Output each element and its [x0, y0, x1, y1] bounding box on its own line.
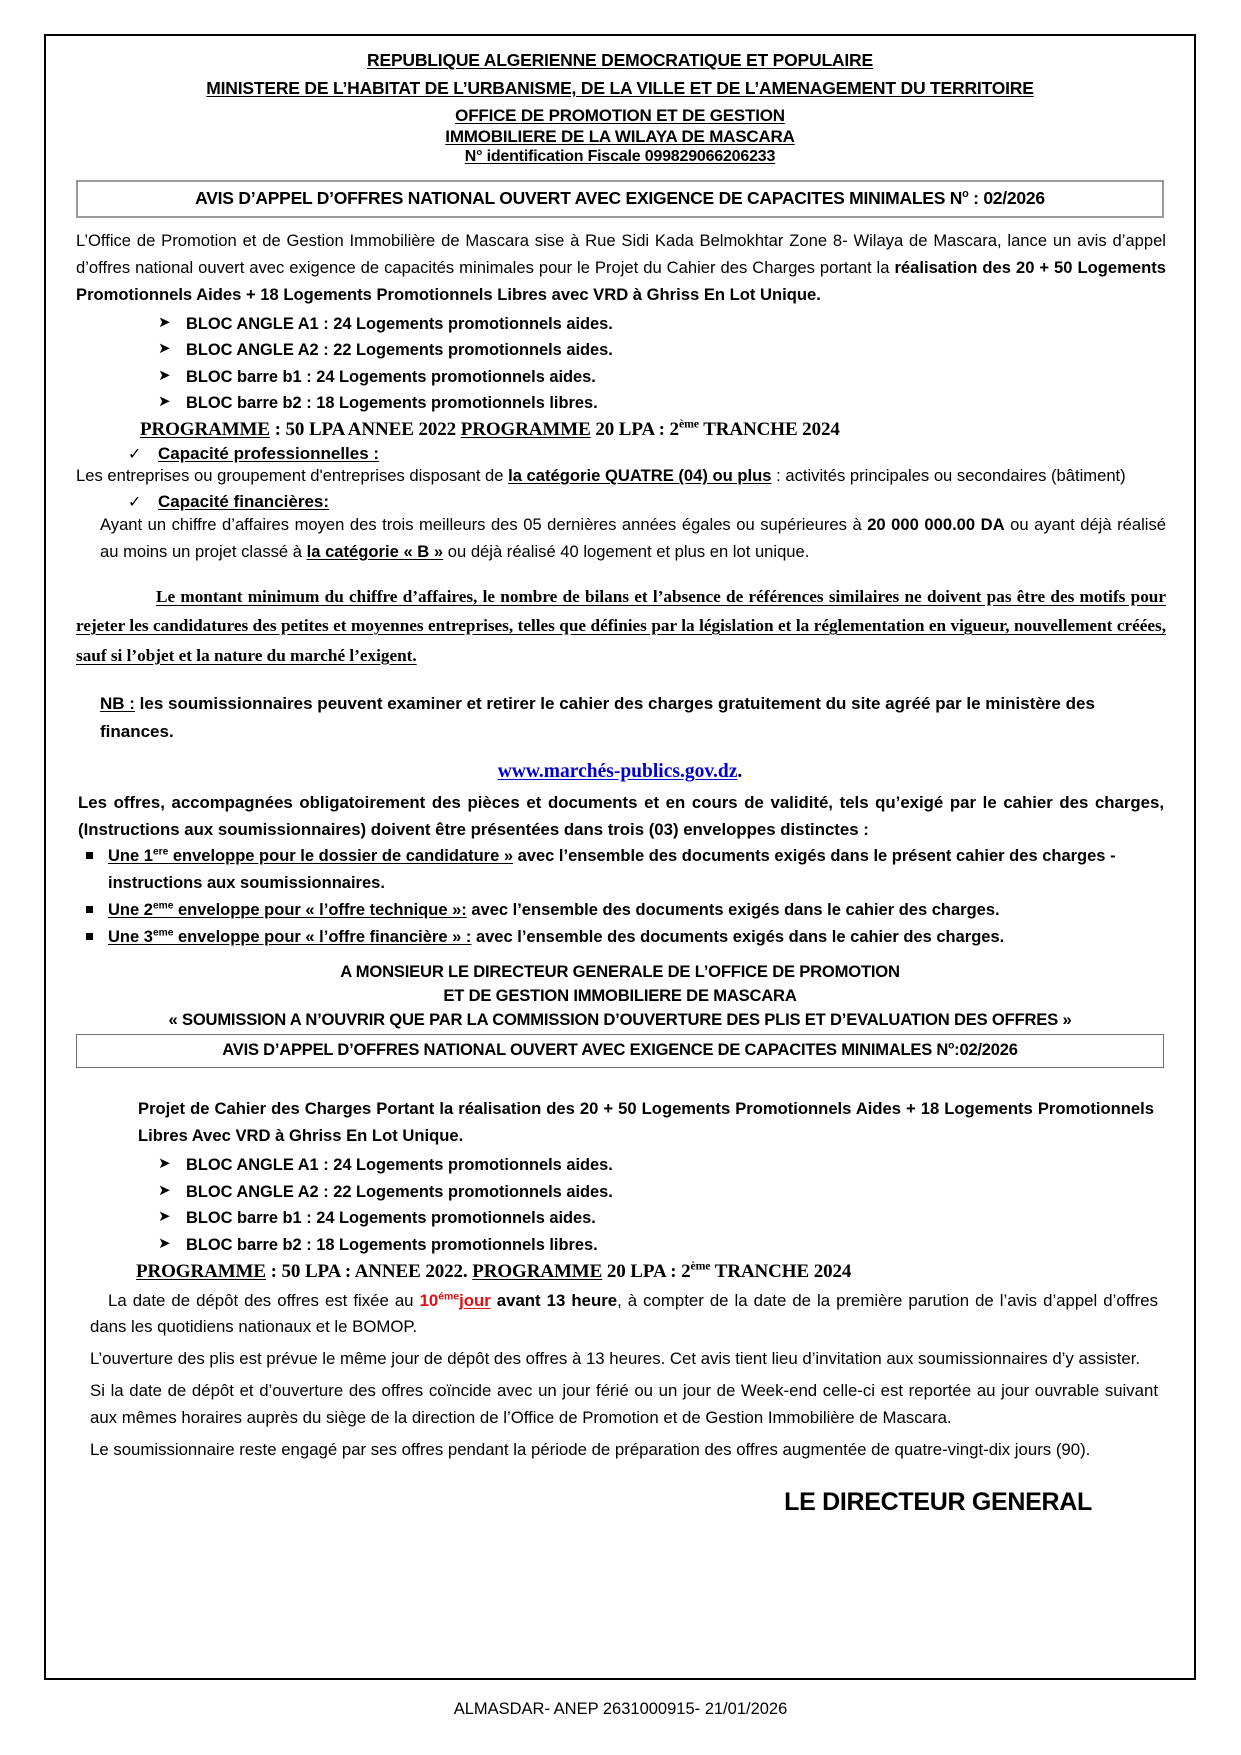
bloc-item-label: BLOC barre b1 : 24 Logements promotionnels aides.	[186, 1209, 596, 1228]
capacite-financiere-label: Capacité financières:	[158, 491, 330, 511]
website-line	[68, 761, 1172, 783]
list-item	[68, 1205, 1172, 1232]
page-footer: ALMASDAR- ANEP 2631000915- 21/01/2026	[453, 1700, 788, 1718]
tender-title-top-text: AVIS D’APPEL D’OFFRES NATIONAL OUVERT AVEC EXIGENCE DE CAPACITES MINIMALES N	[195, 188, 963, 208]
tender-title-top-sup: o	[962, 188, 969, 201]
bloc-list-top	[68, 311, 1172, 417]
nb-paragraph	[68, 690, 1172, 745]
intro-paragraph-text: L’Office de Promotion et de Gestion Immobilière de Mascara sise à Rue Sidi Kada Belmokhtar Zone 8- Wilaya de Mascara, lance un avis d’appel d’offres national ouvert avec exigence de capacités minimales pour le Projet du Cahier des Charges portant la	[76, 231, 1166, 277]
header-line-fiscal-id-text: N° identification Fiscale 099829066206233	[464, 148, 776, 165]
capacite-fin-category-b: la catégorie « B »	[306, 541, 444, 561]
document-header	[68, 50, 1172, 166]
capacite-fin-text-a: Ayant un chiffre d’affaires moyen des trois meilleurs des 05 dernières années égales ou supérieures à	[100, 514, 868, 534]
nb-label: NB :	[100, 694, 135, 714]
square-bullet-icon	[86, 852, 93, 859]
enveloppe-prefix: Une 2	[108, 900, 153, 919]
enveloppes-list	[68, 843, 1172, 950]
programme-tail-b: TRANCHE 2024	[698, 418, 840, 440]
programme-ordinal-sup: ème	[690, 1259, 711, 1273]
programme-label-b: PROGRAMME	[460, 418, 591, 440]
list-item	[68, 337, 1172, 364]
projet-paragraph: Projet de Cahier des Charges Portant la réalisation des 20 + 50 Logements Promotionnels Aides + 18 Logements Promotionnels Libres Avec VRD à Ghriss En Lot Unique.	[138, 1099, 1154, 1146]
capacite-financiere-text	[68, 512, 1172, 566]
arrow-bullet-icon: ➤	[158, 1234, 171, 1252]
header-line-ministry	[68, 78, 1172, 99]
checkmark-icon: ✓	[128, 493, 142, 511]
website-trailing-dot: .	[737, 761, 743, 783]
opening-paragraph: L’ouverture des plis est prévue le même jour de dépôt des offres à 13 heures. Cet avis tient lieu d’invitation aux soumissionnaires d’y assister.	[90, 1349, 1141, 1369]
enveloppe-description: avec l’ensemble des documents exigés dans le présent cahier des charges - instructions aux soumissionnaires.	[108, 847, 1116, 893]
list-item	[68, 897, 1172, 924]
list-item	[68, 1179, 1172, 1206]
capacite-professionnelle-label: Capacité professionnelles :	[158, 443, 380, 463]
enveloppe-prefix: Une 1	[108, 847, 153, 866]
nb-text: les soumissionnaires peuvent examiner et retirer le cahier des charges gratuitement du site agréé par le ministère des finances.	[100, 694, 1095, 741]
square-bullet-icon	[86, 933, 93, 940]
holiday-paragraph: Si la date de dépôt et d’ouverture des offres coïncide avec un jour férié ou un jour de Week-end celle-ci est reportée au jour ouvrable suivant aux mêmes horaires auprès du siège de la direction de l’Office de Promotion et de Gestion Immobilière de Mascara.	[90, 1381, 1158, 1428]
capacite-fin-amount: 20 000 000.00 DA	[867, 514, 1005, 534]
deposit-day-word: jour	[459, 1290, 491, 1310]
programme-line-bottom	[68, 1261, 1172, 1283]
tender-title-box-bottom	[76, 1034, 1164, 1068]
programme-mid-text: : 50 LPA : ANNEE 2022.	[265, 1260, 473, 1282]
arrow-bullet-icon: ➤	[158, 366, 171, 384]
arrow-bullet-icon: ➤	[158, 1155, 171, 1173]
list-item	[68, 924, 1172, 951]
bloc-item-label: BLOC barre b1 : 24 Logements promotionnels aides.	[186, 367, 596, 386]
capacite-pro-category: la catégorie QUATRE (04) ou plus	[508, 465, 772, 485]
deposit-date-text-a: La date de dépôt des offres est fixée au	[108, 1290, 420, 1310]
header-line-office	[68, 106, 1172, 126]
marches-publics-link[interactable]: www.marchés-publics.gov.dz	[497, 761, 738, 783]
capacite-professionnelle-heading	[68, 444, 1172, 464]
enveloppe-prefix: Une 3	[108, 927, 153, 946]
header-line-republic-text: REPUBLIQUE ALGERIENNE DEMOCRATIQUE ET POPULAIRE	[367, 50, 873, 70]
address-block	[68, 960, 1172, 1032]
capacite-pro-text-c: : activités principales ou secondaires (bâtiment)	[771, 465, 1126, 485]
capacite-pro-text-a: Les entreprises ou groupement d'entreprises disposant de	[76, 465, 509, 485]
enveloppe-ordinal-sup: ere	[152, 846, 169, 858]
header-line-fiscal-id	[68, 148, 1172, 166]
header-line-office-text: OFFICE DE PROMOTION ET DE GESTION	[455, 106, 785, 125]
intro-paragraph-project: réalisation des 20 + 50 Logements Promotionnels Aides + 18 Logements Promotionnels Libres avec VRD à Ghriss En Lot Unique.	[76, 257, 1166, 304]
tender-title-bottom-text: AVIS D’APPEL D’OFFRES NATIONAL OUVERT AVEC EXIGENCE DE CAPACITES MINIMALES N	[222, 1041, 949, 1060]
programme-label-b: PROGRAMME	[472, 1260, 603, 1282]
capacite-fin-text-b: ou ayant déjà réalisé au moins un projet classé à	[100, 514, 1166, 561]
enveloppe-title: enveloppe pour « l’offre technique »:	[173, 900, 467, 919]
list-item	[68, 364, 1172, 391]
programme-tail-a: 20 LPA : 2	[602, 1260, 691, 1282]
deposit-day-ordinal-sup: éme	[438, 1290, 460, 1302]
capacite-professionnelle-text	[68, 464, 1172, 489]
bloc-item-label: BLOC ANGLE A2 : 22 Logements promotionnels aides.	[186, 341, 613, 360]
list-item	[68, 311, 1172, 338]
tender-title-bottom-number: :02/2026	[954, 1041, 1018, 1060]
engagement-paragraph: Le soumissionnaire reste engagé par ses offres pendant la période de préparation des offres augmentée de quatre-vingt-dix jours (90).	[90, 1439, 1091, 1459]
tender-title-bottom-sup: o	[948, 1040, 955, 1052]
signature-line: LE DIRECTEUR GENERAL	[784, 1487, 1092, 1516]
offres-intro-paragraph: Les offres, accompagnées obligatoirement des pièces et documents et en cours de validité, tels qu’exigé par le cahier des charges, (Instructions aux soumissionnaires) doivent être présentées dans trois (03) enveloppes distinctes :	[78, 793, 1164, 839]
intro-paragraph	[68, 228, 1172, 309]
bloc-list-bottom	[68, 1152, 1172, 1258]
header-line-wilaya	[68, 127, 1172, 147]
tender-title-box-top	[76, 180, 1164, 218]
programme-label-a: PROGRAMME	[136, 1260, 266, 1282]
document-body	[46, 36, 1194, 1517]
programme-tail-a: 20 LPA : 2	[590, 418, 679, 440]
square-bullet-icon	[86, 906, 93, 913]
deposit-date-paragraph	[68, 1288, 1172, 1342]
tender-title-top-number: : 02/2026	[968, 188, 1045, 208]
legal-note-paragraph: Le montant minimum du chiffre d’affaires, le nombre de bilans et l’absence de références similaires ne doivent pas être des motifs pour rejeter les candidatures des petites et moyennes entreprises, telles que définies par la législation et la réglementation en vigueur, nouvellement créées, sauf si l’objet et la nature du marché l’exigent.	[76, 586, 1166, 665]
enveloppe-description: avec l’ensemble des documents exigés dans le cahier des charges.	[471, 927, 1005, 946]
enveloppe-title: enveloppe pour « l’offre financière » :	[173, 927, 472, 946]
enveloppe-ordinal-sup: eme	[152, 927, 174, 939]
list-item	[68, 1152, 1172, 1179]
list-item	[68, 390, 1172, 417]
arrow-bullet-icon: ➤	[158, 313, 171, 331]
arrow-bullet-icon: ➤	[158, 393, 171, 411]
programme-line-top	[68, 419, 1172, 441]
deposit-date-text-b: , à compter de la date de la première parution de l’avis d’appel d’offres dans les quotidiens nationaux et le BOMOP.	[90, 1290, 1158, 1337]
enveloppe-description: avec l’ensemble des documents exigés dans le cahier des charges.	[466, 900, 1000, 919]
bloc-item-label: BLOC ANGLE A1 : 24 Logements promotionnels aides.	[186, 1156, 613, 1175]
capacite-fin-text-c: ou déjà réalisé 40 logement et plus en lot unique.	[443, 541, 810, 561]
header-line-republic	[68, 50, 1172, 71]
bloc-item-label: BLOC barre b2 : 18 Logements promotionnels libres.	[186, 1235, 598, 1254]
programme-ordinal-sup: ème	[678, 417, 699, 431]
bloc-item-label: BLOC ANGLE A1 : 24 Logements promotionnels aides.	[186, 314, 613, 333]
enveloppe-ordinal-sup: eme	[152, 900, 174, 912]
header-line-wilaya-text: IMMOBILIERE DE LA WILAYA DE MASCARA	[445, 127, 795, 146]
address-line-2: ET DE GESTION IMMOBILIERE DE MASCARA	[443, 986, 797, 1006]
enveloppe-title: enveloppe pour le dossier de candidature »	[168, 847, 514, 866]
deposit-hour-bold: avant 13 heure	[490, 1290, 618, 1310]
address-line-3-submission: « SOUMISSION A N’OUVRIR QUE PAR LA COMMISSION D’OUVERTURE DES PLIS ET D’EVALUATION DES OFFRES »	[168, 1010, 1072, 1030]
programme-tail-b: TRANCHE 2024	[710, 1260, 852, 1282]
list-item	[68, 1232, 1172, 1259]
arrow-bullet-icon: ➤	[158, 1181, 171, 1199]
capacite-financiere-heading	[68, 492, 1172, 512]
document-page	[44, 34, 1196, 1680]
arrow-bullet-icon: ➤	[158, 340, 171, 358]
arrow-bullet-icon: ➤	[158, 1208, 171, 1226]
bloc-item-label: BLOC ANGLE A2 : 22 Logements promotionnels aides.	[186, 1182, 613, 1201]
checkmark-icon: ✓	[128, 445, 142, 463]
address-line-1: A MONSIEUR LE DIRECTEUR GENERALE DE L’OFFICE DE PROMOTION	[340, 962, 900, 982]
bloc-item-label: BLOC barre b2 : 18 Logements promotionnels libres.	[186, 394, 598, 413]
list-item	[68, 843, 1172, 896]
programme-mid-text: : 50 LPA ANNEE 2022	[269, 418, 461, 440]
deposit-day-number: 10	[419, 1290, 439, 1310]
header-line-ministry-text: MINISTERE DE L’HABITAT DE L’URBANISME, DE LA VILLE ET DE L’AMENAGEMENT DU TERRITOIRE	[206, 78, 1034, 98]
programme-label-a: PROGRAMME	[140, 418, 270, 440]
